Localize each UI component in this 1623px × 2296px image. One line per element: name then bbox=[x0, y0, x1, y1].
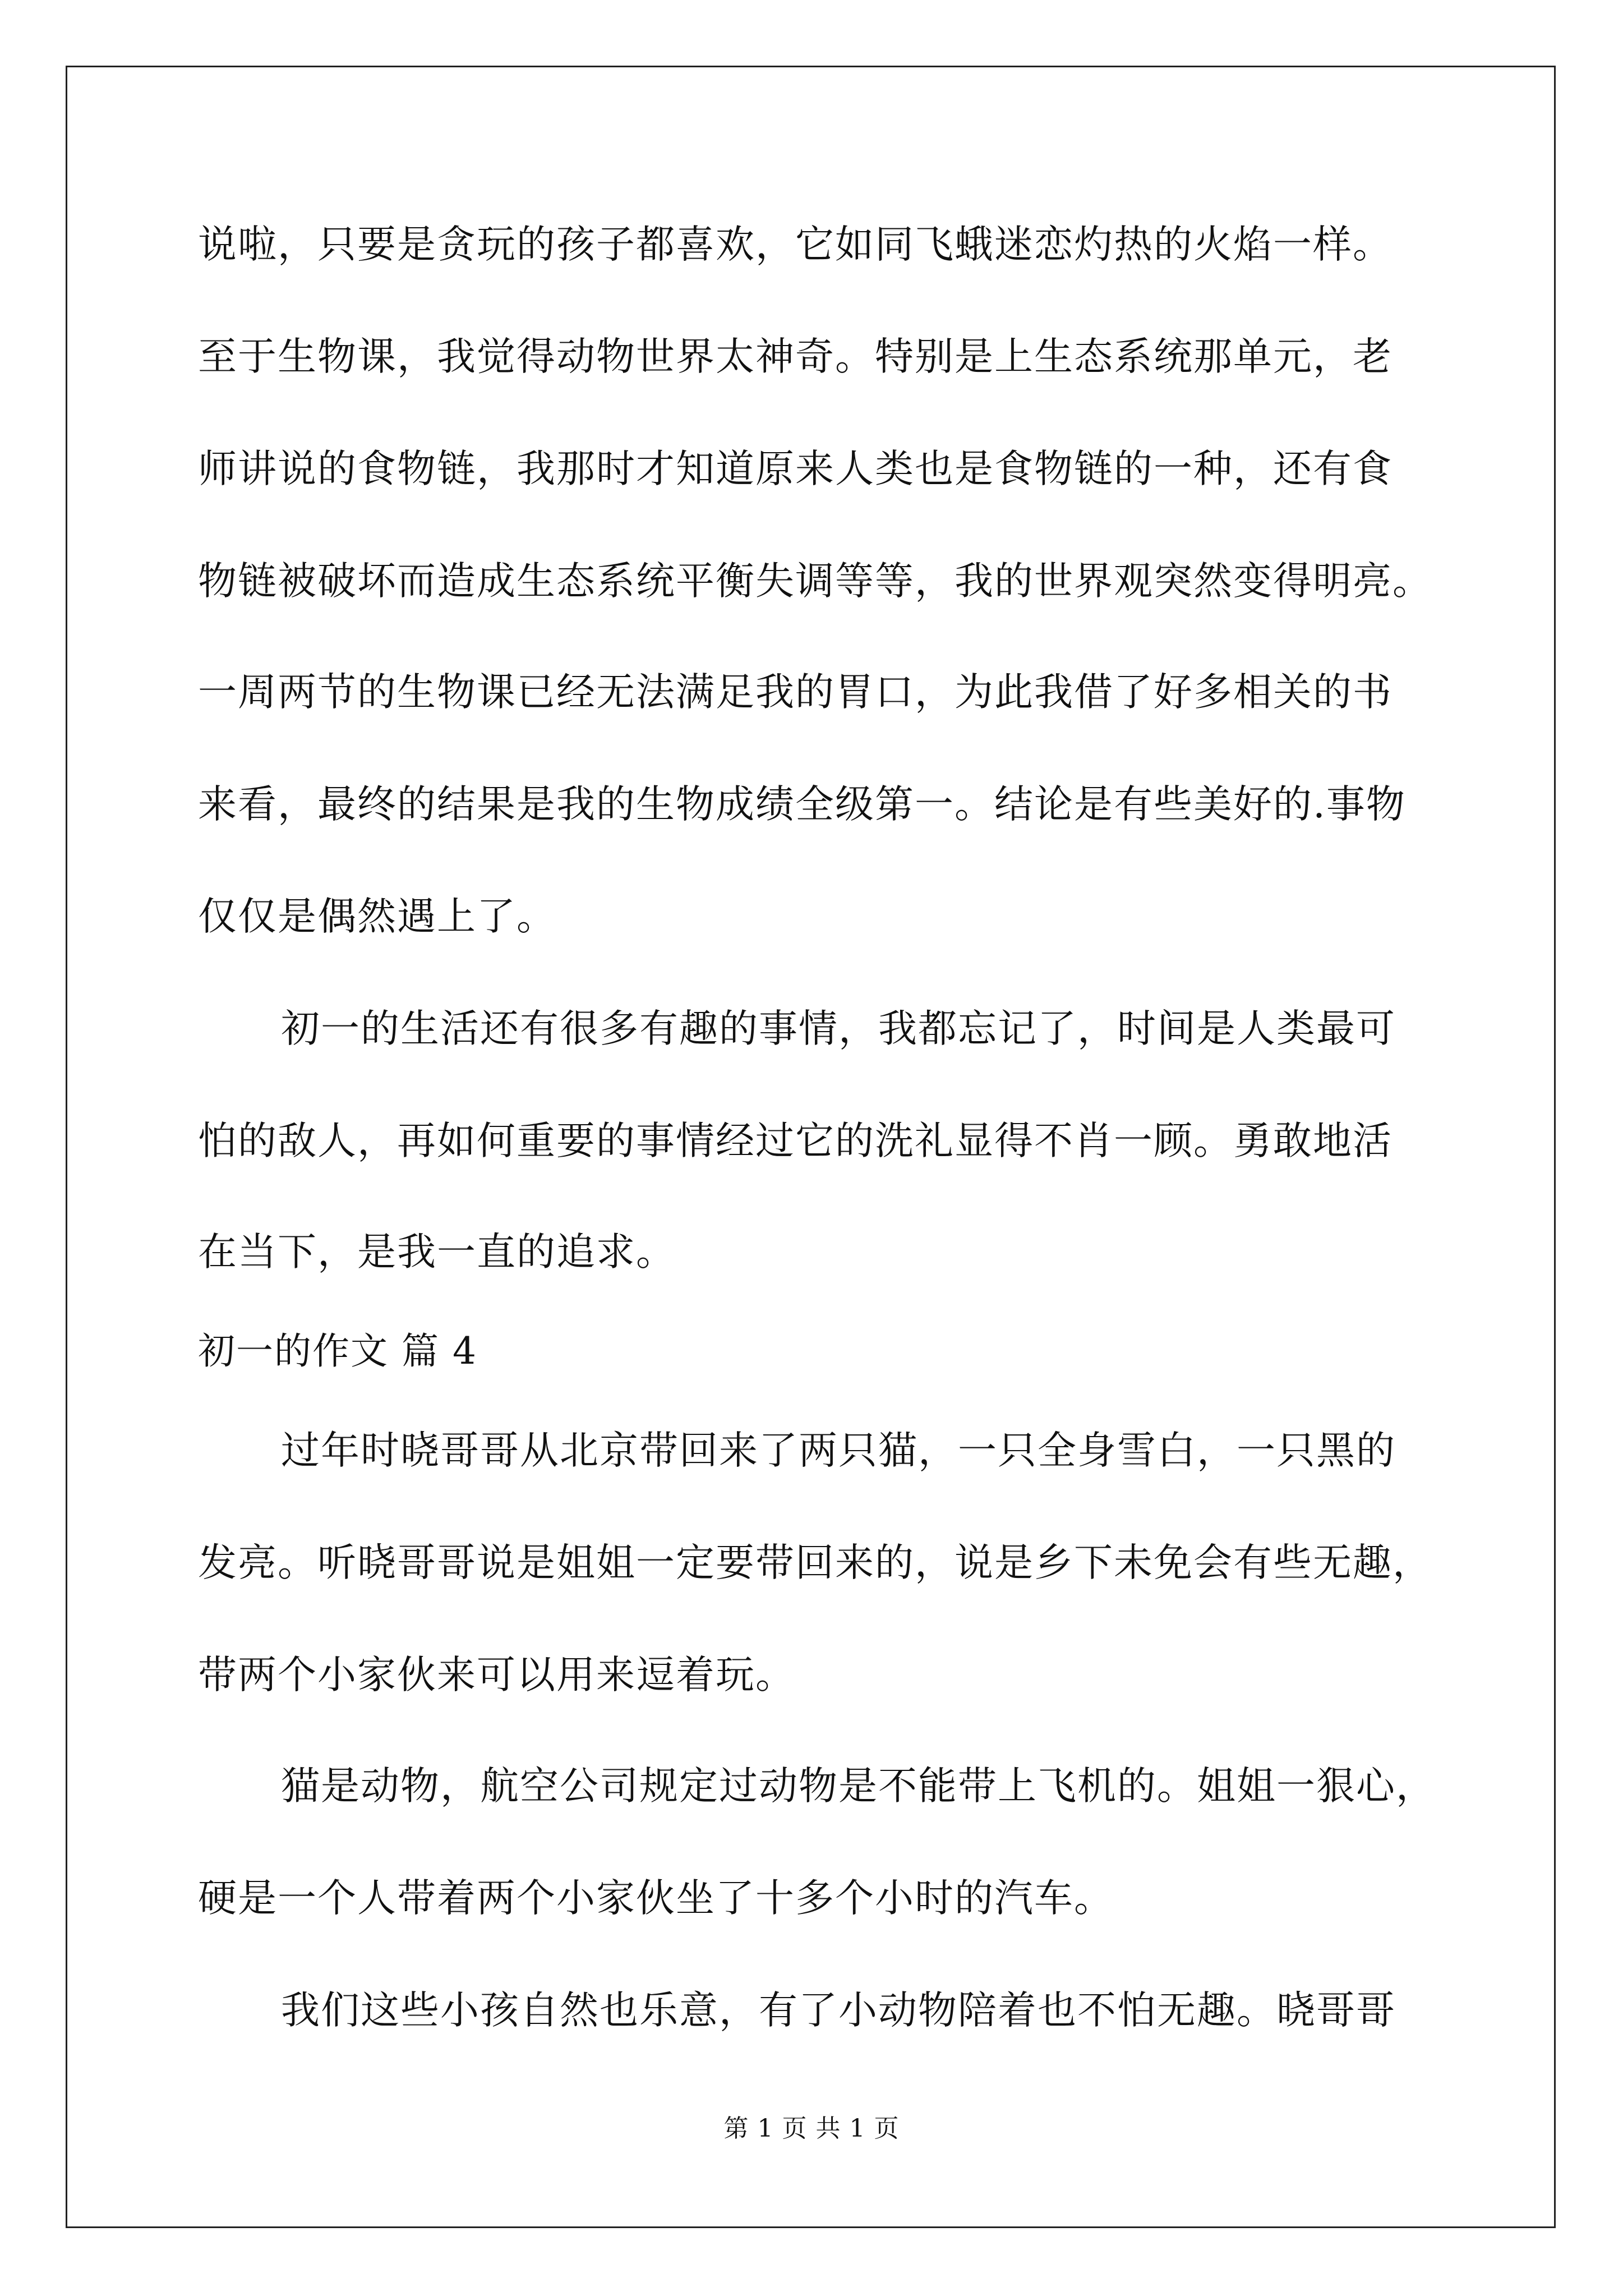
section-heading: 初一的作文 篇 4 bbox=[198, 1329, 477, 1373]
text-line: 物链被破坏而造成生态系统平衡失调等等，我的世界观突然变得明亮。 bbox=[198, 559, 1432, 604]
text-line: 师讲说的食物链，我那时才知道原来人类也是食物链的一种，还有食 bbox=[198, 447, 1393, 491]
text-line: 说啦，只要是贪玩的孩子都喜欢，它如同飞蛾迷恋灼热的火焰一样。 bbox=[198, 222, 1393, 267]
text-line: 过年时晓哥哥从北京带回来了两只猫，一只全身雪白，一只黑的 bbox=[281, 1428, 1396, 1473]
text-line: 初一的生活还有很多有趣的事情，我都忘记了，时间是人类最可 bbox=[281, 1006, 1396, 1051]
text-line: 在当下，是我一直的追求。 bbox=[198, 1230, 676, 1274]
text-line: 我们这些小孩自然也乐意，有了小动物陪着也不怕无趣。晓哥哥 bbox=[281, 1988, 1396, 2033]
page-footer: 第 1 页 共 1 页 bbox=[723, 2114, 900, 2143]
text-line: 仅仅是偶然遇上了。 bbox=[198, 894, 556, 939]
text-line: 猫是动物，航空公司规定过动物是不能带上飞机的。姐姐一狠心， bbox=[281, 1764, 1436, 1809]
text-line: 一周两节的生物课已经无法满足我的胃口，为此我借了好多相关的书 bbox=[198, 670, 1393, 715]
text-line: 发亮。听晓哥哥说是姐姐一定要带回来的，说是乡下未免会有些无趣， bbox=[198, 1540, 1432, 1585]
text-line: 带两个小家伙来可以用来逗着玩。 bbox=[198, 1653, 795, 1697]
text-line: 来看，最终的结果是我的生物成绩全级第一。结论是有些美好的.事物 bbox=[198, 782, 1406, 827]
text-line: 硬是一个人带着两个小家伙坐了十多个小时的汽车。 bbox=[198, 1876, 1114, 1921]
text-line: 至于生物课，我觉得动物世界太神奇。特别是上生态系统那单元，老 bbox=[198, 334, 1393, 379]
text-line: 怕的敌人，再如何重要的事情经过它的洗礼显得不肖一顾。勇敢地活 bbox=[198, 1119, 1393, 1163]
